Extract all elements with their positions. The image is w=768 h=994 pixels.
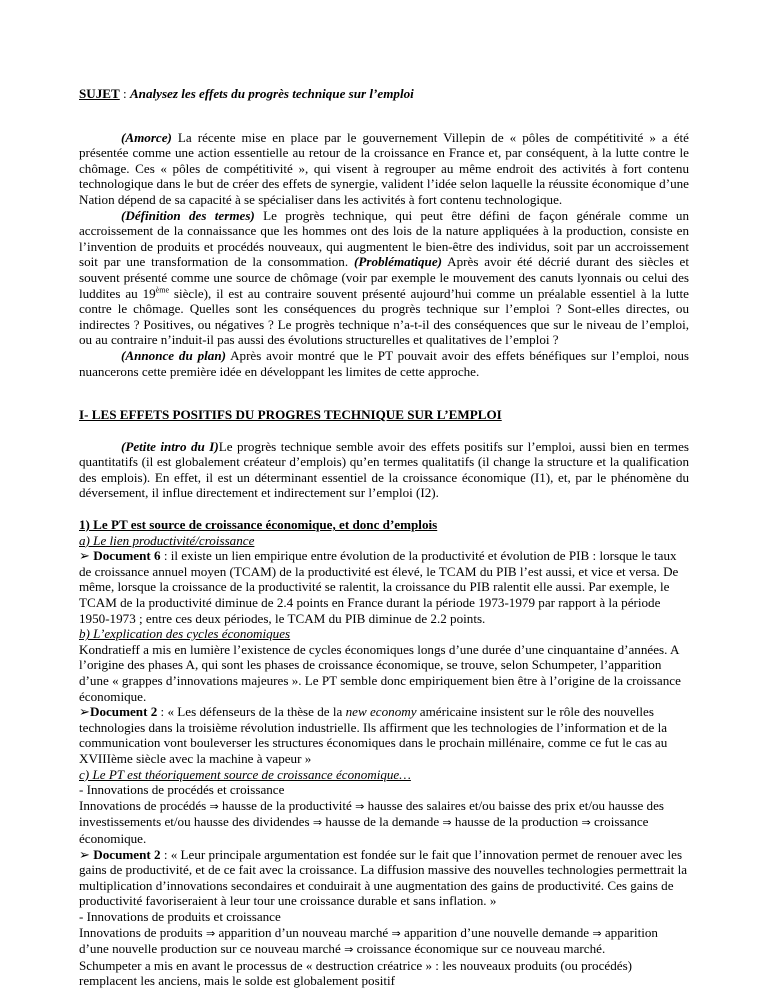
amorce-tag: (Amorce) [121, 129, 172, 145]
arrow-icon: ⇒ [581, 816, 591, 830]
subsection-1a-heading: a) Le lien productivité/croissance [79, 532, 255, 548]
arrow-icon: ⇒ [391, 926, 401, 940]
product-chain: Innovations de produits ⇒ apparition d’un nouveau marché ⇒ apparition d’une nouvelle demande ⇒ apparition d’une nouvelle production sur ce nouveau marché ⇒ croissance économique sur ce nouveau marché. [79, 924, 658, 957]
cycles-paragraph: Kondratieff a mis en lumière l’existence de cycles économiques longs d’une durée d’une cinquantaine d’années. A l’origine des phases A, qui sont les phases de croissance économique, se trouve, selon Schumpeter, l’apparition d’une « grappes d’innovations majeures ». Le PT semble donc empiriquement bien être à l’origine de la croissance économique. [79, 641, 681, 704]
arrow-icon: ⇒ [355, 799, 365, 813]
problematique-tag: (Problématique) [353, 254, 442, 270]
arrow-icon: ⇒ [209, 799, 219, 813]
arrow-icon: ⇒ [344, 943, 354, 957]
bullet-icon: ➢ [79, 704, 90, 720]
bullet-icon: ➢ [79, 548, 90, 564]
arrow-icon: ⇒ [205, 926, 216, 940]
section-1-intro: (Petite intro du I)Le progrès technique semble avoir des effets positifs sur l’emploi, aussi bien en termes quantitatifs (il est globalement créateur d’emplois) qu’en termes qualitatifs (il change la structure et la qualification des emplois). En effet, il est un déterminant essentiel de la croissance économique (I1), et, par le phénomène du déversement, il influe directement et indirectement sur l’emploi (I2). [79, 438, 690, 501]
document-2-quote-a: ➢Document 2 : « Les défenseurs de la thèse de la new economy américaine insistent sur le rôle des nouvelles technologies dans la troisième révolution industrielle. Ils affirment que les technologies de l’information et de la communication vont bouleverser les structures économiques dans le prochain millénaire, comme ce fut le cas au XVIIIème siècle avec la machine à vapeur » [79, 704, 668, 766]
process-chain: Innovations de procédés ⇒ hausse de la productivité ⇒ hausse des salaires et/ou baisse des prix et/ou hausse des investissements et/ou hausse des dividendes ⇒ hausse de la demande ⇒ hausse de la production ⇒ croissance économique. [79, 797, 664, 846]
subject-label: SUJET [79, 86, 120, 101]
definition-tag: (Définition des termes) [121, 207, 255, 223]
arrow-icon: ⇒ [312, 816, 323, 830]
subsection-1-heading: 1) Le PT est source de croissance économique, et donc d’emplois [79, 517, 438, 533]
schumpeter-paragraph: Schumpeter a mis en avant le processus de « destruction créatrice » : les nouveaux produits (ou procédés) remplacent les anciens, mais le solde est globalement positif [79, 957, 633, 989]
subsection-1c-heading: c) Le PT est théoriquement source de croissance économique… [79, 766, 411, 782]
product-innovation-title: - Innovations de produits et croissance [79, 908, 281, 924]
document-page [79, 86, 689, 989]
arrow-icon: ⇒ [592, 926, 602, 940]
amorce-paragraph: (Amorce) La récente mise en place par le gouvernement Villepin de « pôles de compétitivité » a été présentée comme une action essentielle au retour de la croissance en France et, par conséquent, à la lutte contre le chômage. Ces « pôles de compétitivité », qui visent à regrouper au même endroit des activités à fort contenu technologique dans le but de créer des effets de synergie, valident l’idée selon laquelle la réussite économique d’une Nation dépend de sa capacité à se spécialiser dans les activités à fort contenu technologique. [79, 129, 689, 207]
process-innovation-title: - Innovations de procédés et croissance [79, 782, 285, 798]
subject-title: SUJET : Analysez les effets du progrès technique sur l’emploi [79, 86, 414, 101]
bullet-icon: ➢ [79, 846, 90, 862]
arrow-icon: ⇒ [442, 816, 452, 830]
document-6-paragraph: ➢ Document 6 : il existe un lien empirique entre évolution de la productivité et évolution de PIB : lorsque le taux de croissance annuel moyen (TCAM) de la productivité est élevé, le TCAM du PIB l’est aussi, et vice et versa. De même, lorsque la croissance de la productivité se ralentit, la croissance du PIB ralentit elle aussi. Par exemple, le TCAM de la productivité diminue de 2.4 points en France durant la période 1973-1979 par rapport à la période 1950-1973 ; entre ces deux périodes, le TCAM du PIB diminue de 2.2 points. [79, 548, 679, 626]
section-1-heading: I- LES EFFETS POSITIFS DU PROGRES TECHNIQUE SUR L’EMPLOI [79, 407, 502, 423]
definition-paragraph: (Définition des termes) Le progrès technique, qui peut être défini de façon générale comme un accroissement de la connaissance que les hommes ont des lois de la nature appliquées à la production, consiste en l’invention de produits et procédés nouveaux, qui augmentent le bien-être des individus, soit par un accroissement soit par une transformation de la consommation. (Problématique) Après avoir été décrié durant des siècles et souvent présenté comme une source de chômage (voir par exemple le mouvement des canuts lyonnais ou celui des luddites au 19ème siècle), il est au contraire souvent présenté aujourd’hui comme un préalable essentiel à la lutte contre le chômage. Quelles sont les conséquences du progrès technique sur l’emploi ? Sont-elles directes, ou indirectes ? Positives, ou négatives ? Le progrès technique n’a-t-il des conséquences que sur le niveau de l’emploi, ou au contraire n’induit-il pas aussi des évolutions structurelles et qualitatives de l’emploi ? [79, 207, 689, 348]
document-2-quote-b: ➢ Document 2 : « Leur principale argumentation est fondée sur le fait que l’innovation permet de renouer avec les gains de productivité, et de ce fait avec la croissance. La diffusion massive des nouvelles technologies permettrait la multiplication d’innovations secondaires et conduirait à une augmentation des gains de productivité. Ces gains de productivité favoriseraient à leur tour une croissance durable et sans inflation. » [79, 846, 688, 909]
plan-paragraph: (Annonce du plan) Après avoir montré que le PT pouvait avoir des effets bénéfiques sur l’emploi, nous nuancerons cette première idée en développant les limites de cette approche. [79, 347, 689, 379]
subject-text: Analysez les effets du progrès technique sur l’emploi [129, 86, 414, 101]
section-1-intro-tag: (Petite intro du I) [121, 438, 219, 454]
plan-tag: (Annonce du plan) [121, 347, 226, 363]
subsection-1b-heading: b) L’explication des cycles économiques [79, 626, 291, 642]
